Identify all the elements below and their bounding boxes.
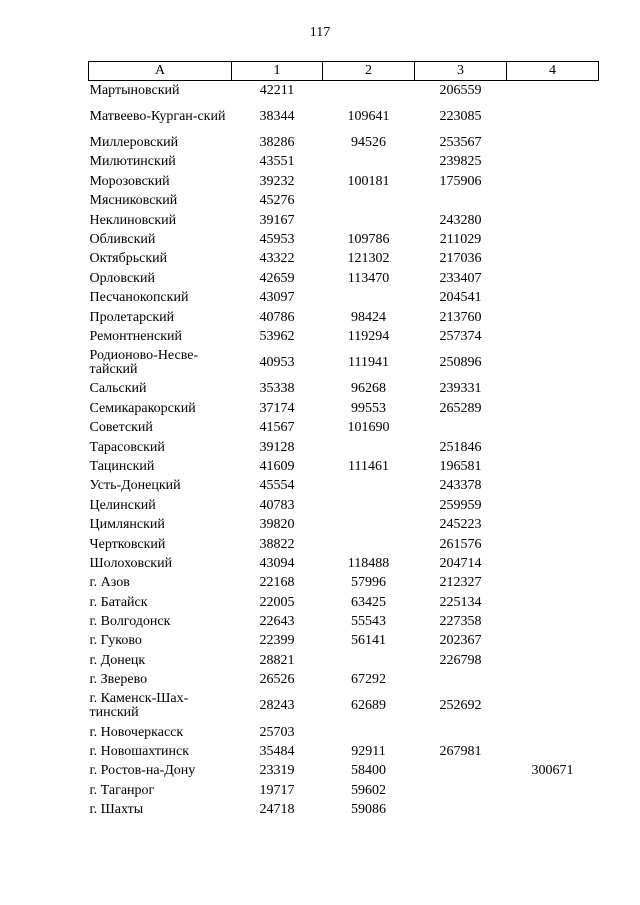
column-1-cell: 38344 bbox=[259, 108, 295, 124]
column-4-cell bbox=[507, 593, 599, 612]
table-row bbox=[89, 250, 599, 269]
column-1-cell: 41609 bbox=[259, 458, 295, 474]
column-2-cell bbox=[323, 651, 415, 670]
table-row bbox=[89, 477, 599, 496]
column-1-cell: 42211 bbox=[259, 82, 295, 98]
column-2-cell bbox=[323, 192, 415, 211]
column-1-cell: 45554 bbox=[259, 478, 295, 494]
column-4-cell bbox=[507, 380, 599, 399]
table-row bbox=[89, 211, 599, 230]
column-2-cell: 55543 bbox=[351, 614, 386, 630]
column-3-cell: 175906 bbox=[439, 173, 482, 189]
district-name-cell: Неклиновский bbox=[89, 212, 177, 228]
column-2-cell: 99553 bbox=[351, 400, 386, 416]
column-1-cell: 22399 bbox=[259, 633, 295, 649]
column-4-cell bbox=[507, 172, 599, 191]
column-2-cell: 118488 bbox=[347, 555, 390, 571]
column-4-cell bbox=[507, 308, 599, 327]
column-4-cell bbox=[507, 347, 599, 380]
column-2-cell: 59086 bbox=[351, 802, 386, 818]
district-name-cell: г. Азов bbox=[89, 575, 130, 591]
column-2-cell: 62689 bbox=[351, 698, 386, 714]
column-1-cell: 45276 bbox=[259, 193, 295, 209]
column-header-2: 2 bbox=[323, 62, 415, 81]
column-4-cell bbox=[507, 438, 599, 457]
column-3-cell: 245223 bbox=[439, 517, 482, 533]
column-3-cell bbox=[415, 801, 507, 820]
column-1-cell: 41567 bbox=[259, 420, 295, 436]
column-3-cell: 202367 bbox=[439, 633, 482, 649]
table-row bbox=[89, 308, 599, 327]
column-4-cell bbox=[507, 496, 599, 515]
district-name-cell: Целинский bbox=[89, 497, 156, 513]
table-row bbox=[89, 347, 599, 380]
column-3-cell: 213760 bbox=[439, 309, 482, 325]
district-name-cell: г. Гуково bbox=[89, 633, 142, 649]
table-row bbox=[89, 612, 599, 631]
table-row bbox=[89, 418, 599, 437]
table-row bbox=[89, 399, 599, 418]
column-1-cell: 38822 bbox=[259, 536, 295, 552]
column-1-cell: 39232 bbox=[259, 173, 295, 189]
column-4-cell bbox=[507, 515, 599, 534]
column-3-cell: 223085 bbox=[439, 108, 482, 124]
district-name-cell: Советский bbox=[89, 420, 153, 436]
district-name-cell: Мартыновский bbox=[89, 82, 180, 98]
column-2-cell: 98424 bbox=[351, 309, 386, 325]
column-1-cell: 43094 bbox=[259, 555, 295, 571]
column-3-cell: 252692 bbox=[439, 698, 482, 714]
column-1-cell: 25703 bbox=[259, 724, 295, 740]
table-row bbox=[89, 269, 599, 288]
district-name-cell: Ремонтненский bbox=[89, 328, 182, 344]
column-header-3: 3 bbox=[415, 62, 507, 81]
column-2-cell bbox=[323, 723, 415, 742]
district-name-cell: Семикаракорский bbox=[89, 400, 196, 416]
column-1-cell: 39167 bbox=[259, 212, 295, 228]
table-row bbox=[89, 554, 599, 573]
column-3-cell: 265289 bbox=[439, 400, 482, 416]
column-3-cell: 239331 bbox=[439, 381, 482, 397]
column-3-cell: 217036 bbox=[439, 251, 482, 267]
column-2-cell: 111461 bbox=[348, 458, 389, 474]
column-2-cell: 59602 bbox=[351, 782, 386, 798]
column-1-cell: 53962 bbox=[259, 328, 295, 344]
district-name-cell: г. Донецк bbox=[89, 652, 146, 668]
district-name-cell: Морозовский bbox=[89, 173, 170, 189]
column-3-cell: 206559 bbox=[439, 82, 482, 98]
column-3-cell: 253567 bbox=[439, 135, 482, 151]
table-row bbox=[89, 651, 599, 670]
column-1-cell: 24718 bbox=[259, 802, 295, 818]
column-1-cell: 35338 bbox=[259, 381, 295, 397]
header-row bbox=[89, 62, 599, 81]
column-3-cell bbox=[415, 192, 507, 211]
column-2-cell: 111941 bbox=[348, 355, 389, 371]
column-4-cell bbox=[507, 742, 599, 761]
table-row bbox=[89, 781, 599, 800]
column-4-cell bbox=[507, 781, 599, 800]
column-3-cell: 239825 bbox=[439, 154, 482, 170]
column-2-cell: 92911 bbox=[351, 744, 386, 760]
column-4-cell bbox=[507, 690, 599, 723]
column-1-cell: 37174 bbox=[259, 400, 295, 416]
column-4-cell bbox=[507, 230, 599, 249]
district-name-cell: Песчанокопский bbox=[89, 290, 189, 306]
district-name-cell: Чертковский bbox=[89, 536, 166, 552]
column-3-cell: 251846 bbox=[439, 439, 482, 455]
column-3-cell bbox=[415, 671, 507, 690]
column-2-cell: 101690 bbox=[347, 420, 390, 436]
table-row bbox=[89, 327, 599, 346]
page-number: 117 bbox=[309, 25, 331, 40]
column-1-cell: 22168 bbox=[259, 575, 295, 591]
column-3-cell: 243378 bbox=[439, 478, 482, 494]
column-4-cell bbox=[507, 399, 599, 418]
column-4-cell bbox=[507, 100, 599, 133]
column-1-cell: 43322 bbox=[259, 251, 295, 267]
table-row bbox=[89, 81, 599, 101]
table-row bbox=[89, 192, 599, 211]
column-3-cell: 259959 bbox=[439, 497, 482, 513]
column-3-cell: 225134 bbox=[439, 594, 482, 610]
column-1-cell: 38286 bbox=[259, 135, 295, 151]
column-4-cell: 300671 bbox=[531, 763, 574, 779]
column-1-cell: 40783 bbox=[259, 497, 295, 513]
column-2-cell bbox=[323, 81, 415, 101]
column-4-cell bbox=[507, 671, 599, 690]
district-name-cell: Тацинский bbox=[89, 458, 155, 474]
column-4-cell bbox=[507, 289, 599, 308]
column-2-cell: 109786 bbox=[347, 232, 390, 248]
column-2-cell: 96268 bbox=[351, 381, 386, 397]
column-2-cell: 56141 bbox=[351, 633, 386, 649]
column-1-cell: 28243 bbox=[259, 698, 295, 714]
column-4-cell bbox=[507, 535, 599, 554]
district-name-cell: Орловский bbox=[89, 270, 155, 286]
column-1-cell: 26526 bbox=[259, 672, 295, 688]
table-row bbox=[89, 457, 599, 476]
column-3-cell: 204714 bbox=[439, 555, 482, 571]
table-row bbox=[89, 723, 599, 742]
district-name-cell: Октябрьский bbox=[89, 251, 168, 267]
column-4-cell bbox=[507, 81, 599, 101]
column-2-cell bbox=[323, 496, 415, 515]
column-4-cell bbox=[507, 153, 599, 172]
column-1-cell: 40786 bbox=[259, 309, 295, 325]
table-row bbox=[89, 515, 599, 534]
column-2-cell: 67292 bbox=[351, 672, 386, 688]
column-1-cell: 43551 bbox=[259, 154, 295, 170]
column-1-cell: 28821 bbox=[259, 652, 295, 668]
district-name-cell: Пролетарский bbox=[89, 309, 175, 325]
column-4-cell bbox=[507, 211, 599, 230]
column-4-cell bbox=[507, 477, 599, 496]
district-name-cell: Миллеровский bbox=[89, 135, 179, 151]
table-row bbox=[89, 742, 599, 761]
column-1-cell: 42659 bbox=[259, 270, 295, 286]
district-name-cell: Усть-Донецкий bbox=[89, 478, 181, 494]
table-row bbox=[89, 574, 599, 593]
column-3-cell: 226798 bbox=[439, 652, 482, 668]
column-4-cell bbox=[507, 612, 599, 631]
column-header-a: А bbox=[89, 62, 232, 81]
district-name-cell: Цимлянский bbox=[89, 517, 165, 533]
column-3-cell: 233407 bbox=[439, 270, 482, 286]
column-2-cell bbox=[323, 515, 415, 534]
column-1-cell: 40953 bbox=[259, 355, 295, 371]
column-2-cell bbox=[323, 477, 415, 496]
district-name-cell: Обливский bbox=[89, 232, 156, 248]
column-3-cell: 261576 bbox=[439, 536, 482, 552]
column-3-cell: 196581 bbox=[439, 458, 482, 474]
table-row bbox=[89, 172, 599, 191]
column-1-cell: 22643 bbox=[259, 614, 295, 630]
table-row bbox=[89, 289, 599, 308]
column-2-cell: 57996 bbox=[351, 575, 386, 591]
column-3-cell: 227358 bbox=[439, 614, 482, 630]
district-name-cell: Родионово-Несве-тайский bbox=[89, 348, 199, 378]
column-1-cell: 22005 bbox=[259, 594, 295, 610]
column-1-cell: 23319 bbox=[259, 763, 295, 779]
column-3-cell: 250896 bbox=[439, 355, 482, 371]
column-3-cell: 257374 bbox=[439, 328, 482, 344]
column-3-cell bbox=[415, 762, 507, 781]
column-4-cell bbox=[507, 133, 599, 152]
district-name-cell: Матвеево-Курган-ский bbox=[89, 108, 226, 124]
table-row bbox=[89, 801, 599, 820]
column-2-cell: 100181 bbox=[347, 173, 390, 189]
column-4-cell bbox=[507, 723, 599, 742]
column-1-cell: 35484 bbox=[259, 744, 295, 760]
column-2-cell: 113470 bbox=[347, 270, 390, 286]
table-row bbox=[89, 133, 599, 152]
table-row bbox=[89, 100, 599, 133]
table-row bbox=[89, 690, 599, 723]
table-row bbox=[89, 632, 599, 651]
column-4-cell bbox=[507, 554, 599, 573]
column-2-cell: 58400 bbox=[351, 763, 386, 779]
column-header-1: 1 bbox=[232, 62, 323, 81]
column-header-4: 4 bbox=[507, 62, 599, 81]
column-4-cell bbox=[507, 250, 599, 269]
column-4-cell bbox=[507, 457, 599, 476]
column-4-cell bbox=[507, 801, 599, 820]
column-2-cell: 63425 bbox=[351, 594, 386, 610]
column-2-cell: 119294 bbox=[347, 328, 390, 344]
district-name-cell: г. Каменск-Шах-тинский bbox=[89, 691, 189, 721]
column-3-cell bbox=[415, 723, 507, 742]
column-3-cell: 267981 bbox=[439, 744, 482, 760]
table-row bbox=[89, 671, 599, 690]
column-4-cell bbox=[507, 327, 599, 346]
district-name-cell: Милютинский bbox=[89, 154, 176, 170]
table-row bbox=[89, 438, 599, 457]
column-2-cell: 121302 bbox=[347, 251, 390, 267]
table-row bbox=[89, 535, 599, 554]
district-name-cell: Шолоховский bbox=[89, 555, 173, 571]
column-2-cell bbox=[323, 153, 415, 172]
district-name-cell: Мясниковский bbox=[89, 193, 178, 209]
district-name-cell: г. Ростов-на-Дону bbox=[89, 763, 196, 779]
district-name-cell: г. Новочеркасск bbox=[89, 724, 184, 740]
column-3-cell: 212327 bbox=[439, 575, 482, 591]
district-name-cell: г. Батайск bbox=[89, 594, 148, 610]
column-2-cell bbox=[323, 438, 415, 457]
table-body bbox=[89, 81, 599, 820]
column-2-cell: 94526 bbox=[351, 135, 386, 151]
column-1-cell: 39128 bbox=[259, 439, 295, 455]
column-2-cell bbox=[323, 535, 415, 554]
column-1-cell: 45953 bbox=[259, 232, 295, 248]
column-4-cell bbox=[507, 632, 599, 651]
column-1-cell: 19717 bbox=[259, 782, 295, 798]
column-3-cell bbox=[415, 781, 507, 800]
column-4-cell bbox=[507, 651, 599, 670]
column-2-cell bbox=[323, 289, 415, 308]
table-row bbox=[89, 230, 599, 249]
district-name-cell: Тарасовский bbox=[89, 439, 165, 455]
column-4-cell bbox=[507, 418, 599, 437]
data-table bbox=[88, 61, 599, 820]
column-4-cell bbox=[507, 574, 599, 593]
column-1-cell: 39820 bbox=[259, 517, 295, 533]
column-2-cell: 109641 bbox=[347, 108, 390, 124]
district-name-cell: г. Шахты bbox=[89, 802, 144, 818]
column-3-cell bbox=[415, 418, 507, 437]
column-4-cell bbox=[507, 269, 599, 288]
column-3-cell: 204541 bbox=[439, 290, 482, 306]
district-name-cell: г. Зверево bbox=[89, 672, 148, 688]
table-row bbox=[89, 153, 599, 172]
table-row bbox=[89, 496, 599, 515]
table-row bbox=[89, 593, 599, 612]
table-row bbox=[89, 762, 599, 781]
column-3-cell: 211029 bbox=[439, 232, 482, 248]
column-1-cell: 43097 bbox=[259, 290, 295, 306]
district-name-cell: г. Новошахтинск bbox=[89, 744, 190, 760]
district-name-cell: г. Волгодонск bbox=[89, 614, 171, 630]
column-3-cell: 243280 bbox=[439, 212, 482, 228]
district-name-cell: г. Таганрог bbox=[89, 782, 155, 798]
column-4-cell bbox=[507, 192, 599, 211]
table-row bbox=[89, 380, 599, 399]
column-2-cell bbox=[323, 211, 415, 230]
district-name-cell: Сальский bbox=[89, 381, 147, 397]
